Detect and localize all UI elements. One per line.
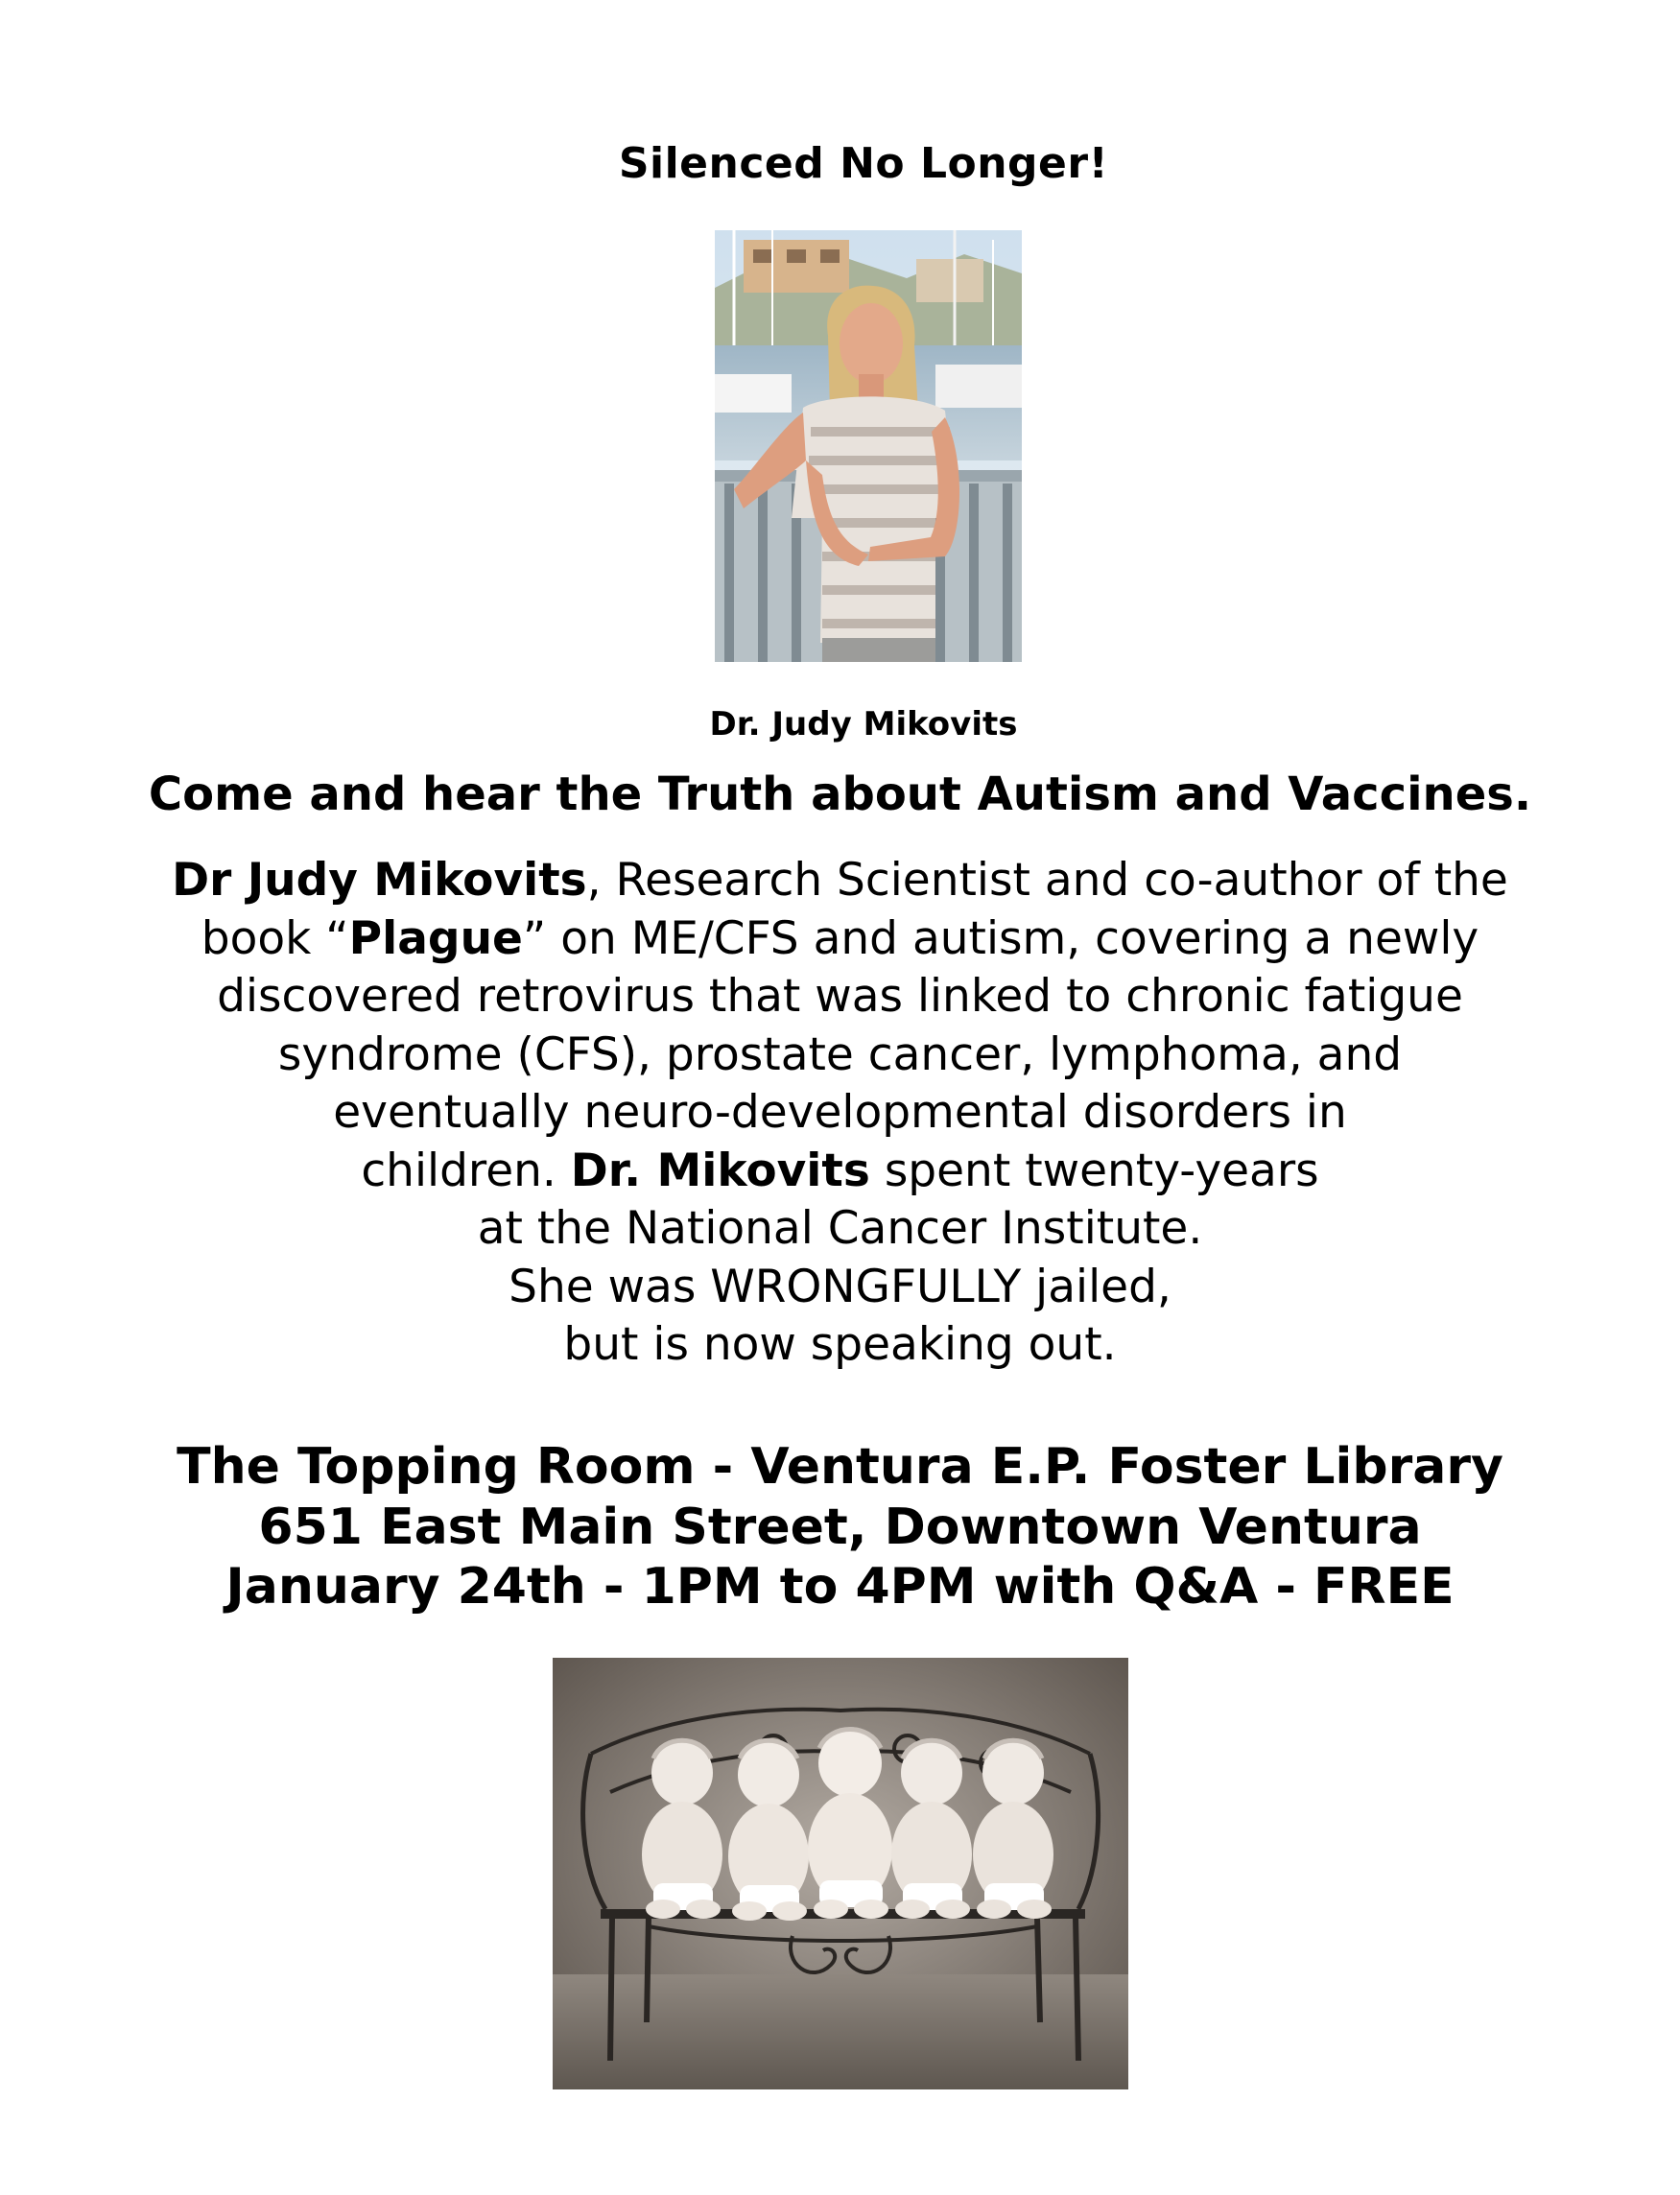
description — [0, 852, 1680, 1375]
description-text: spent twenty-years — [869, 1144, 1319, 1197]
headline: Come and hear the Truth about Autism and Vaccines. — [148, 767, 1532, 821]
description-line-3: discovered retrovirus that was linked to chronic fatigue — [217, 970, 1463, 1023]
description-line-1 — [0, 852, 1680, 910]
speaker-photo — [715, 230, 1022, 662]
speaker-photo-image — [715, 230, 1022, 662]
description-text: children. — [361, 1144, 571, 1197]
event-date-time: January 24th - 1PM to 4PM with Q&A - FREE — [225, 1558, 1455, 1616]
description-line-2 — [0, 910, 1680, 969]
description-line-6 — [0, 1143, 1680, 1201]
description-line-9: but is now speaking out. — [563, 1318, 1117, 1371]
description-line-5: eventually neuro-developmental disorders in — [333, 1086, 1347, 1139]
description-line-7: at the National Cancer Institute. — [477, 1202, 1203, 1255]
event-address: 651 East Main Street, Downtown Ventura — [258, 1498, 1422, 1556]
speaker-name: Dr Judy Mikovits — [172, 854, 587, 907]
event-venue: The Topping Room - Ventura E.P. Foster Library — [177, 1438, 1503, 1496]
description-text: , Research Scientist and co-author of the — [586, 854, 1508, 907]
book-title: Plague — [348, 911, 523, 965]
description-text: ” on ME/CFS and autism, covering a newly — [522, 911, 1479, 965]
description-text: book “ — [201, 911, 349, 965]
photo-caption: Dr. Judy Mikovits — [709, 705, 1018, 743]
speaker-name-short: Dr. Mikovits — [570, 1144, 870, 1197]
event-details — [0, 1437, 1680, 1617]
description-line-8: She was WRONGFULLY jailed, — [509, 1260, 1171, 1313]
description-line-4: syndrome (CFS), prostate cancer, lymphoma, and — [277, 1027, 1403, 1081]
babies-photo-image — [553, 1658, 1128, 2089]
babies-photo — [553, 1658, 1128, 2089]
page-title: Silenced No Longer! — [618, 139, 1109, 188]
